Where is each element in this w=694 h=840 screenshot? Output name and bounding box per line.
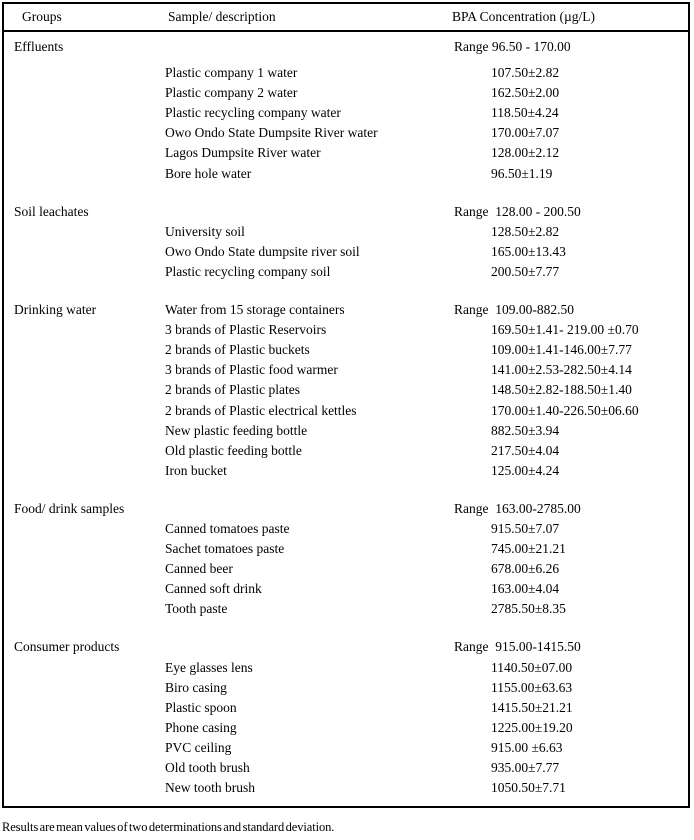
bpa-value: 935.00±7.77 — [491, 760, 560, 775]
bpa-value: 96.50±1.19 — [491, 165, 553, 181]
range-value: Range 128.00 - 200.50 — [454, 203, 581, 219]
sample-row — [4, 320, 688, 340]
bpa-value: 162.50±2.00 — [491, 85, 560, 101]
sample-description: 3 brands of Plastic Reservoirs — [165, 322, 327, 338]
group-name: Consumer products — [14, 639, 120, 655]
sample-description: Owo Ondo State dumpsite river soil — [165, 243, 360, 259]
sample-description: Old plastic feeding bottle — [165, 442, 302, 458]
bpa-value: 170.00±7.07 — [491, 125, 560, 141]
group-header-row — [4, 637, 688, 657]
group-header-row — [4, 499, 688, 519]
bpa-value: 882.50±3.94 — [491, 422, 560, 438]
range-value: Range 915.00-1415.50 — [454, 639, 581, 655]
sample-row — [4, 519, 688, 539]
range-value: Range 96.50 - 170.00 — [454, 39, 571, 54]
bpa-value: 200.50±7.77 — [491, 263, 560, 279]
sample-description: Canned beer — [165, 561, 233, 577]
bpa-value: 1225.00±19.20 — [491, 719, 573, 735]
range-value: Range 163.00-2785.00 — [454, 500, 581, 516]
bpa-value: 107.50±2.82 — [491, 65, 560, 81]
sample-description: Plastic recycling company water — [165, 105, 341, 121]
bpa-value: 1050.50±7.71 — [491, 780, 566, 796]
sample-description: 2 brands of Plastic electrical kettles — [165, 402, 357, 418]
sample-row — [4, 262, 688, 282]
sample-description: Iron bucket — [165, 462, 227, 478]
bpa-value: 125.00±4.24 — [491, 462, 560, 478]
bpa-value: 128.50±2.82 — [491, 223, 560, 239]
bpa-value: 118.50±4.24 — [491, 105, 559, 121]
sample-row — [4, 360, 688, 380]
sample-description: University soil — [165, 223, 245, 239]
sample-description: Plastic spoon — [165, 699, 237, 715]
sample-description: New plastic feeding bottle — [165, 422, 308, 438]
sample-description: 2 brands of Plastic plates — [165, 382, 300, 398]
table-header-row — [4, 4, 688, 32]
sample-row — [4, 738, 688, 758]
sample-description: Lagos Dumpsite River water — [165, 145, 321, 161]
group-header-row — [4, 202, 688, 222]
sample-description: Canned tomatoes paste — [165, 520, 290, 536]
group-block — [4, 300, 688, 481]
sample-description: PVC ceiling — [165, 739, 232, 755]
bpa-value: 148.50±2.82-188.50±1.40 — [491, 382, 632, 398]
sample-description: 2 brands of Plastic buckets — [165, 342, 310, 358]
group-block — [4, 499, 688, 620]
sample-description: Old tooth brush — [165, 760, 250, 775]
table-body — [4, 32, 688, 806]
sample-row — [4, 559, 688, 579]
group-header-row — [4, 37, 688, 57]
sample-description: Water from 15 storage containers — [165, 302, 345, 318]
bpa-concentration-table — [2, 2, 690, 808]
group-block — [4, 637, 688, 798]
bpa-value: 170.00±1.40-226.50±06.60 — [491, 402, 639, 418]
bpa-value: 915.50±7.07 — [491, 520, 560, 536]
sample-description: Sachet tomatoes paste — [165, 541, 285, 557]
sample-row — [4, 441, 688, 461]
header-sample-description: Sample/ description — [168, 9, 276, 24]
sample-row — [4, 718, 688, 738]
sample-row — [4, 599, 688, 619]
sample-row — [4, 242, 688, 262]
header-groups: Groups — [22, 9, 62, 24]
bpa-value: 128.00±2.12 — [491, 145, 560, 161]
group-name: Soil leachates — [14, 203, 89, 219]
group-header-row — [4, 300, 688, 320]
sample-description: Plastic company 2 water — [165, 85, 298, 101]
sample-row — [4, 340, 688, 360]
sample-row — [4, 461, 688, 481]
bpa-value: 1415.50±21.21 — [491, 699, 573, 715]
bpa-value: 1155.00±63.63 — [491, 679, 573, 695]
sample-row — [4, 678, 688, 698]
sample-row — [4, 698, 688, 718]
group-name: Food/ drink samples — [14, 500, 125, 516]
sample-description: Owo Ondo State Dumpsite River water — [165, 125, 378, 141]
sample-description: Tooth paste — [165, 601, 228, 617]
sample-row — [4, 143, 688, 163]
bpa-value: 217.50±4.04 — [491, 442, 560, 458]
sample-row — [4, 103, 688, 123]
table-footnote: Results are mean values of two determinations and standard deviation. — [2, 820, 335, 834]
sample-description: Eye glasses lens — [165, 659, 253, 675]
range-value: Range 109.00-882.50 — [454, 302, 574, 318]
sample-row — [4, 83, 688, 103]
sample-row — [4, 579, 688, 599]
sample-row — [4, 658, 688, 678]
sample-row — [4, 222, 688, 242]
group-name: Drinking water — [14, 302, 97, 318]
sample-row — [4, 380, 688, 400]
sample-description: Bore hole water — [165, 165, 252, 181]
sample-row — [4, 401, 688, 421]
group-block — [4, 37, 688, 184]
sample-row — [4, 758, 688, 778]
sample-description: Plastic company 1 water — [165, 65, 298, 81]
group-name: Effluents — [14, 39, 64, 54]
sample-row — [4, 164, 688, 184]
group-block — [4, 202, 688, 282]
sample-row — [4, 421, 688, 441]
bpa-value: 1140.50±07.00 — [491, 659, 573, 675]
bpa-value: 915.00 ±6.63 — [491, 739, 563, 755]
sample-row — [4, 539, 688, 559]
bpa-value: 163.00±4.04 — [491, 581, 560, 597]
bpa-value: 109.00±1.41-146.00±7.77 — [491, 342, 632, 358]
sample-description: New tooth brush — [165, 780, 255, 796]
sample-row — [4, 778, 688, 798]
sample-description: Plastic recycling company soil — [165, 263, 331, 279]
sample-description: Biro casing — [165, 679, 227, 695]
sample-description: Phone casing — [165, 719, 237, 735]
bpa-value: 2785.50±8.35 — [491, 601, 566, 617]
sample-description: 3 brands of Plastic food warmer — [165, 362, 338, 378]
bpa-value: 678.00±6.26 — [491, 561, 560, 577]
bpa-value: 165.00±13.43 — [491, 243, 566, 259]
sample-row — [4, 63, 688, 83]
sample-description: Canned soft drink — [165, 581, 262, 597]
bpa-value: 745.00±21.21 — [491, 541, 566, 557]
header-bpa-concentration: BPA Concentration (µg/L) — [452, 9, 596, 24]
bpa-value: 169.50±1.41- 219.00 ±0.70 — [491, 322, 639, 338]
sample-row — [4, 123, 688, 143]
bpa-value: 141.00±2.53-282.50±4.14 — [491, 362, 632, 378]
